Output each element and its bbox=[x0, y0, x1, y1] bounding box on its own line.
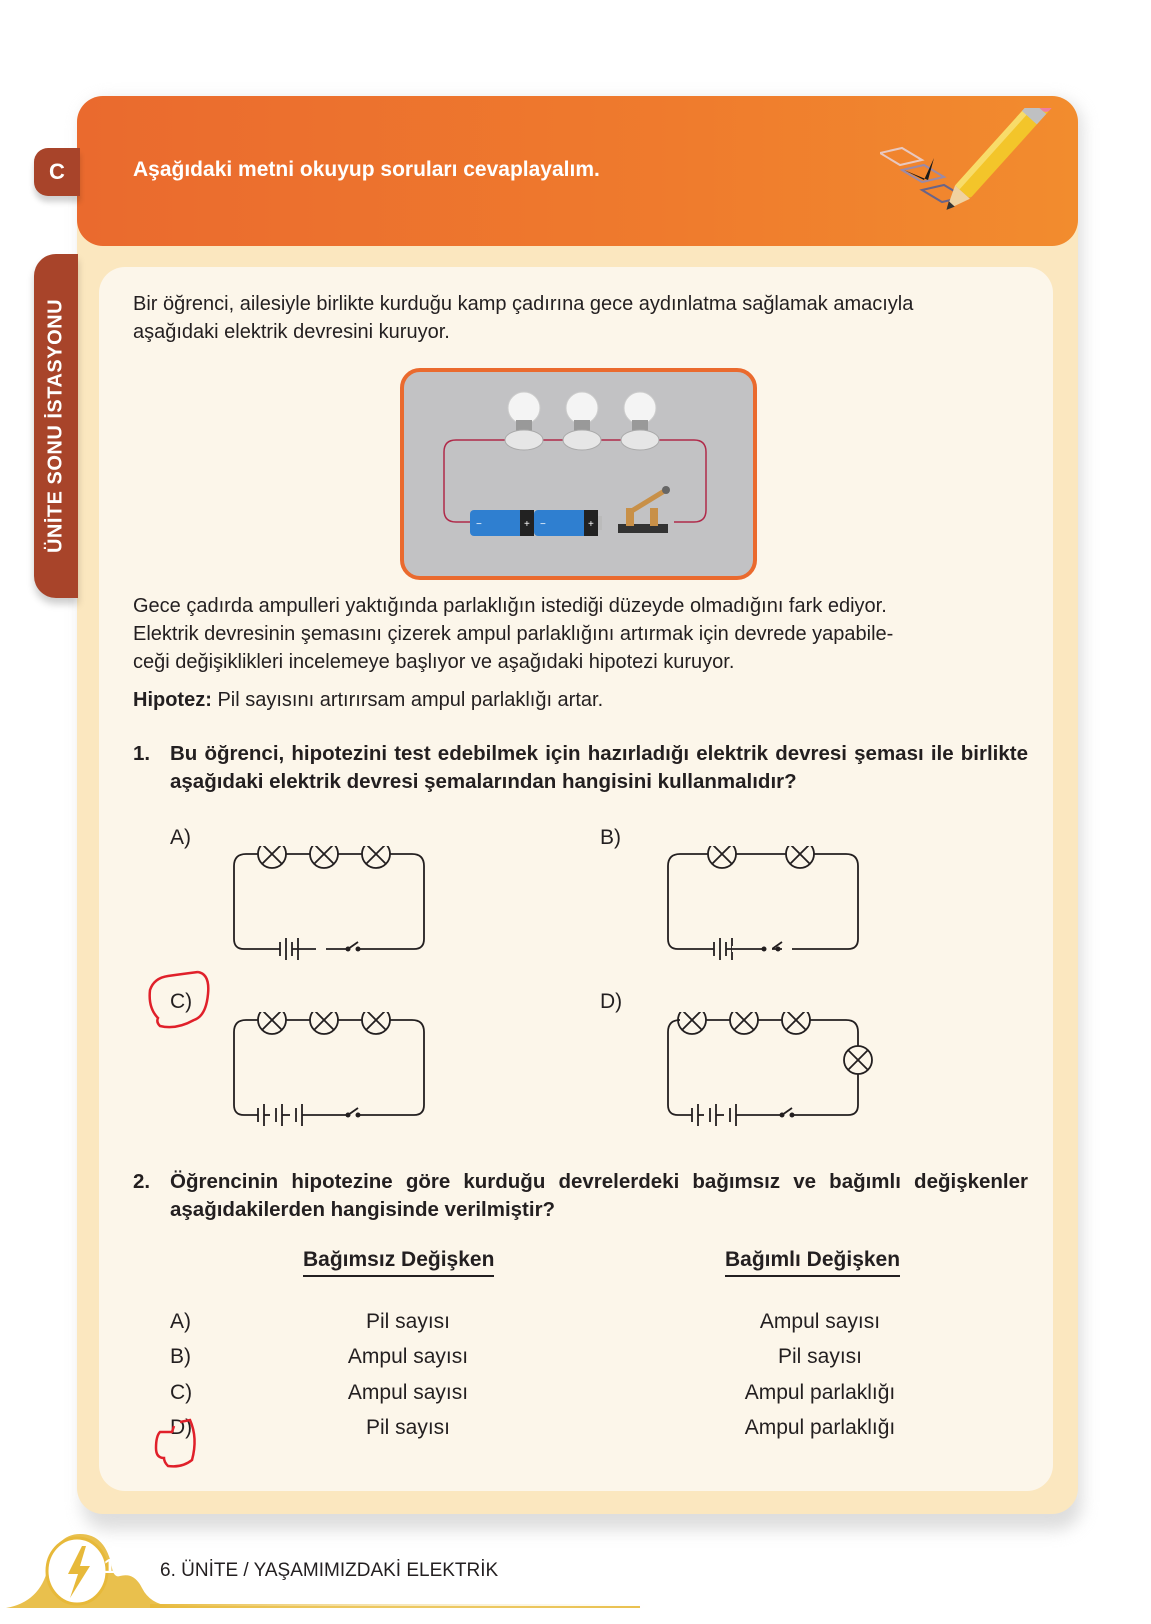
section-letter: C bbox=[49, 159, 65, 184]
bulb-icon bbox=[505, 392, 543, 450]
q1-option-a-circuit[interactable] bbox=[230, 846, 435, 961]
instruction-title: Aşağıdaki metni okuyup soruları cevaplayalım. bbox=[133, 158, 600, 181]
q2-option-label[interactable]: A) bbox=[170, 1310, 191, 1333]
knife-switch-icon bbox=[618, 486, 670, 533]
circuit-photo-illustration bbox=[404, 372, 753, 576]
independent-cell: Ampul sayısı bbox=[347, 1381, 469, 1404]
svg-text:−: − bbox=[540, 519, 546, 530]
hypothesis-label: Hipotez: bbox=[133, 689, 212, 711]
story-paragraph bbox=[133, 592, 1028, 676]
svg-text:−: − bbox=[476, 519, 482, 530]
independent-cell: Pil sayısı bbox=[365, 1416, 451, 1439]
header-dependent-variable: Bağımlı Değişken bbox=[725, 1248, 900, 1277]
svg-text:+: + bbox=[588, 519, 594, 530]
intro-text bbox=[133, 290, 1028, 346]
q1-option-a-label[interactable]: A) bbox=[170, 826, 191, 849]
q2-option-label[interactable]: C) bbox=[170, 1381, 193, 1404]
question-2 bbox=[133, 1168, 1028, 1224]
q1-option-b-label[interactable]: B) bbox=[600, 826, 621, 849]
page-number: 130 bbox=[104, 1556, 138, 1578]
dependent-cell: Ampul sayısı bbox=[759, 1310, 881, 1333]
q1-option-d-circuit[interactable] bbox=[664, 1012, 884, 1127]
question-2-number: 2. bbox=[133, 1170, 151, 1193]
bulb-icon bbox=[563, 392, 601, 450]
section-letter-tab bbox=[34, 148, 80, 196]
q1-option-b-circuit[interactable] bbox=[664, 846, 869, 961]
q1-option-c-label[interactable]: C) bbox=[170, 990, 193, 1013]
unit-title: 6. ÜNİTE / YAŞAMIMIZDAKİ ELEKTRİK bbox=[160, 1560, 499, 1581]
intro-line-2: aşağıdaki elektrik devresini kuruyor. bbox=[133, 321, 450, 343]
q1-option-c-circuit[interactable] bbox=[230, 1012, 435, 1127]
dependent-cell: Ampul parlaklığı bbox=[744, 1416, 896, 1439]
paragraph-line-1: Gece çadırda ampulleri yaktığında parlaklığın istediği düzeyde olmadığını fark ediyor. bbox=[133, 595, 887, 617]
question-1-text: Bu öğrenci, hipotezini test edebilmek için hazırladığı elektrik devresi şeması ile birlikte aşağıdaki elektrik devresi şemalarından hangisini kullanmalıdır? bbox=[170, 742, 1028, 793]
dependent-cell: Pil sayısı bbox=[777, 1345, 863, 1368]
unit-end-side-tab bbox=[34, 254, 78, 598]
independent-cell: Ampul sayısı bbox=[347, 1345, 469, 1368]
question-1 bbox=[133, 740, 1028, 796]
q2-option-label[interactable]: B) bbox=[170, 1345, 191, 1368]
header-independent-variable: Bağımsız Değişken bbox=[303, 1248, 494, 1277]
bulb-icon bbox=[621, 392, 659, 450]
question-2-text: Öğrencinin hipotezine göre kurduğu devrelerdeki bağımsız ve bağımlı değişkenler aşağıdakilerden hangisinde verilmiştir? bbox=[170, 1170, 1028, 1221]
question-1-number: 1. bbox=[133, 742, 151, 765]
hypothesis bbox=[133, 686, 1028, 714]
side-tab-label: ÜNİTE SONU İSTASYONU bbox=[44, 298, 67, 554]
paragraph-line-3: ceği değişiklikleri incelemeye başlıyor ve aşağıdaki hipotezi kuruyor. bbox=[133, 651, 735, 673]
pencil-checklist-icon bbox=[880, 108, 1070, 218]
battery-icon bbox=[470, 510, 602, 536]
hypothesis-text: Pil sayısını artırırsam ampul parlaklığı artar. bbox=[211, 689, 604, 711]
svg-text:+: + bbox=[524, 519, 530, 530]
q1-option-d-label[interactable]: D) bbox=[600, 990, 623, 1013]
paragraph-line-2: Elektrik devresinin şemasını çizerek ampul parlaklığını artırmak için devrede yapabile- bbox=[133, 623, 894, 645]
independent-cell: Pil sayısı bbox=[365, 1310, 451, 1333]
q2-option-label[interactable]: D) bbox=[170, 1416, 193, 1439]
dependent-cell: Ampul parlaklığı bbox=[744, 1381, 896, 1404]
circuit-photo bbox=[400, 368, 757, 580]
intro-line-1: Bir öğrenci, ailesiyle birlikte kurduğu kamp çadırına gece aydınlatma sağlamak amacıyla bbox=[133, 293, 914, 315]
